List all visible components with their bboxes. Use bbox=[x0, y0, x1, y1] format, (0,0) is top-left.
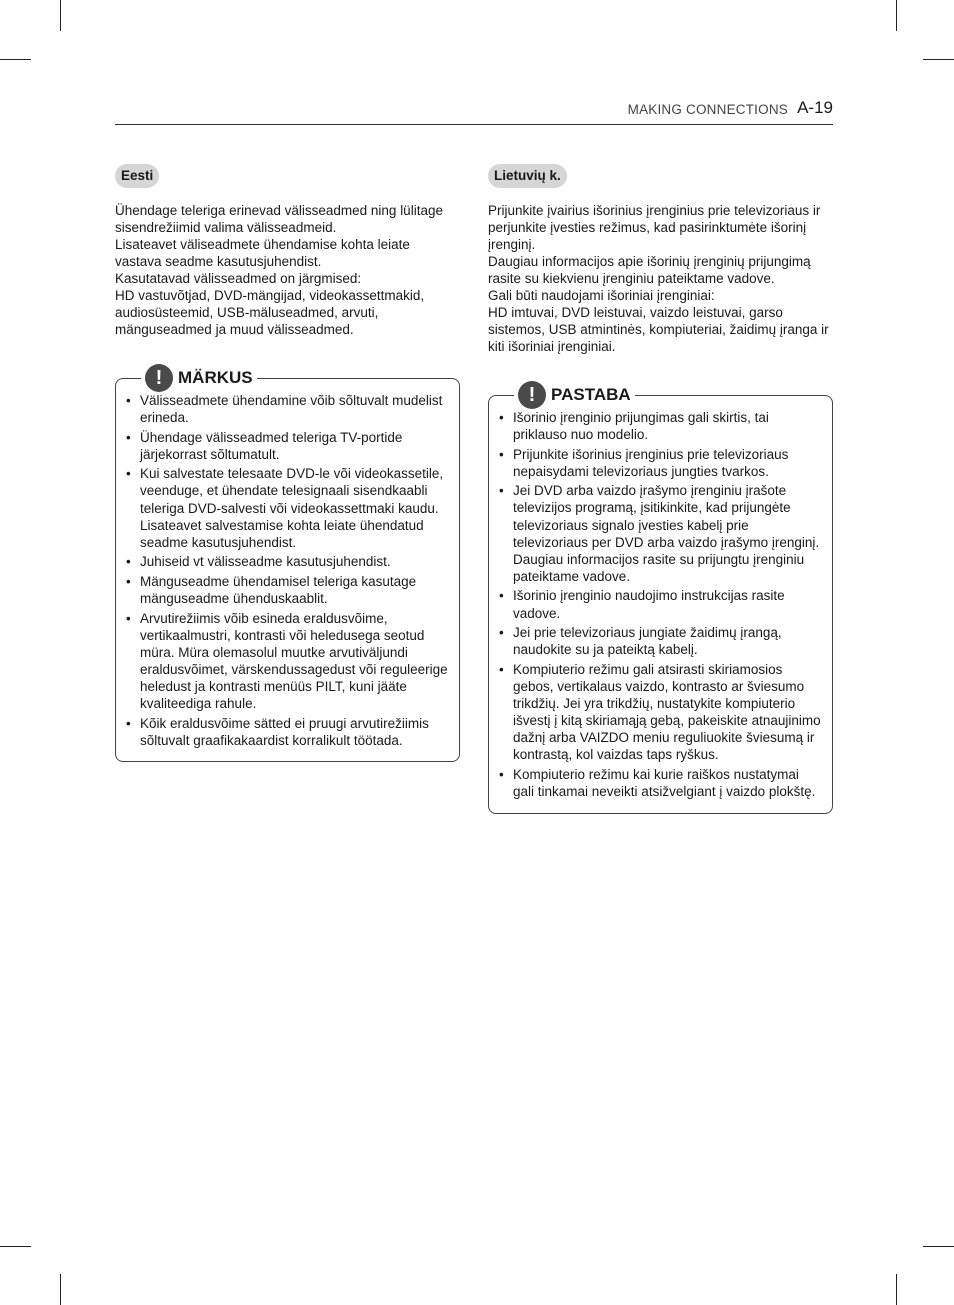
note-list bbox=[126, 392, 449, 749]
language-label: Lietuvių k. bbox=[488, 164, 567, 188]
crop-mark bbox=[0, 1246, 31, 1247]
list-item: • Jei prie televizoriaus jungiate žaidimų įrangą, naudokite su ja pateiktą kabelį. bbox=[499, 624, 822, 658]
estonian-column bbox=[115, 164, 460, 762]
intro-paragraph: Daugiau informacijos apie išorinių įrenginių prijungimą rasite su kiekvienu įrenginiu pateiktame vadove. bbox=[488, 254, 811, 286]
list-item: • Ühendage välisseadmed teleriga TV-portide järjekorrast sõltumatult. bbox=[126, 429, 449, 463]
list-item: • Kui salvestate telesaate DVD-le või videokassetile, veenduge, et ühendate telesignaali sisendkaabli teleriga DVD-salvesti või videokassettmaki kaudu. Lisateavet salvestamise kohta leiate ühendatud seadme kasutusjuhendist. bbox=[126, 465, 449, 550]
crop-mark bbox=[896, 0, 897, 31]
intro-paragraph: Prijunkite įvairius išorinius įrenginius prie televizoriaus ir perjunkite įvesties režimus, kad pasirinktumėte išorinį įrenginį. bbox=[488, 203, 821, 252]
list-item: • Išorinio įrenginio prijungimas gali skirtis, tai priklauso nuo modelio. bbox=[499, 409, 822, 443]
crop-mark bbox=[0, 59, 31, 60]
exclamation-icon: ! bbox=[518, 381, 546, 409]
lithuanian-column bbox=[488, 164, 833, 814]
note-title: MÄRKUS bbox=[178, 368, 253, 387]
language-label: Eesti bbox=[115, 164, 159, 188]
crop-mark bbox=[923, 1246, 954, 1247]
page-number: A-19 bbox=[797, 98, 833, 117]
intro-paragraph: HD vastuvõtjad, DVD-mängijad, videokassettmakid, audiosüsteemid, USB-mäluseadmed, arvuti, mänguseadmed ja muud välisseadmed. bbox=[115, 288, 425, 337]
list-item: • Kompiuterio režimu gali atsirasti skiriamosios gebos, vertikalaus vaizdo, kontrasto ar šviesumo trikdžių. Jei yra trikdžių, nustatykite kompiuterio išvestį į kitą skiriamąją gebą, pakeiskite atnaujinimo dažnį arba VAIZDO meniu reguliuokite šviesumą ir kontrastą, kol vaizdas taps ryškus. bbox=[499, 661, 822, 764]
intro-paragraph: Gali būti naudojami išoriniai įrenginiai: bbox=[488, 288, 715, 303]
crop-mark bbox=[60, 0, 61, 31]
exclamation-icon: ! bbox=[145, 364, 173, 392]
intro-paragraph: Lisateavet väliseadmete ühendamise kohta leiate vastava seadme kasutusjuhendist. bbox=[115, 237, 410, 269]
list-item: • Välisseadmete ühendamine võib sõltuvalt mudelist erineda. bbox=[126, 392, 449, 426]
note-list bbox=[499, 409, 822, 800]
note-section bbox=[488, 384, 833, 814]
list-item: • Kõik eraldusvõime sätted ei pruugi arvutirežiimis sõltuvalt graafikakaardist korralikult töötada. bbox=[126, 715, 449, 749]
note-box bbox=[488, 395, 833, 814]
list-item: • Kompiuterio režimu kai kurie raiškos nustatymai gali tinkamai neveikti atsižvelgiant į vaizdo plokštę. bbox=[499, 766, 822, 800]
crop-mark bbox=[896, 1274, 897, 1305]
note-box bbox=[115, 378, 460, 762]
list-item: • Jei DVD arba vaizdo įrašymo įrenginiu įrašote televizijos programą, įsitikinkite, kad prijungėte televizoriaus signalo įvesties kabelį prie televizoriaus per DVD arba vaizdo įrašymo įrenginį. Daugiau informacijos rasite su prijungtu įrenginiu pateiktame vadove. bbox=[499, 482, 822, 585]
intro-paragraph: HD imtuvai, DVD leistuvai, vaizdo leistuvai, garso sistemos, USB atmintinės, kompiuteriai, žaidimų įranga ir kiti išoriniai įrenginiai. bbox=[488, 305, 829, 354]
section-title: MAKING CONNECTIONS bbox=[627, 102, 788, 117]
page-header bbox=[115, 96, 833, 125]
list-item: • Prijunkite išorinius įrenginius prie televizoriaus nepaisydami televizoriaus jungties tvarkos. bbox=[499, 446, 822, 480]
crop-mark bbox=[923, 59, 954, 60]
list-item: • Arvutirežiimis võib esineda eraldusvõime, vertikaalmustri, kontrasti või heledusega seotud müra. Müra olemasolul muutke arvutiväljundi eraldusvõimet, värskendussagedust või reguleerige heledust ja kontrasti menüüs PILT, kuni jääte kvaliteediga rahule. bbox=[126, 610, 449, 713]
crop-mark bbox=[60, 1274, 61, 1305]
intro-text bbox=[488, 202, 833, 355]
list-item: • Išorinio įrenginio naudojimo instrukcijas rasite vadove. bbox=[499, 587, 822, 621]
note-header bbox=[141, 364, 257, 392]
intro-paragraph: Kasutatavad välisseadmed on järgmised: bbox=[115, 271, 362, 286]
note-section bbox=[115, 367, 460, 762]
intro-paragraph: Ühendage teleriga erinevad välisseadmed ning lülitage sisendrežiimid valima välisseadmeid. bbox=[115, 203, 443, 235]
intro-text bbox=[115, 202, 460, 338]
note-header bbox=[514, 381, 635, 409]
list-item: • Mänguseadme ühendamisel teleriga kasutage mänguseadme ühenduskaablit. bbox=[126, 573, 449, 607]
list-item: • Juhiseid vt välisseadme kasutusjuhendist. bbox=[126, 553, 449, 570]
note-title: PASTABA bbox=[551, 385, 631, 404]
